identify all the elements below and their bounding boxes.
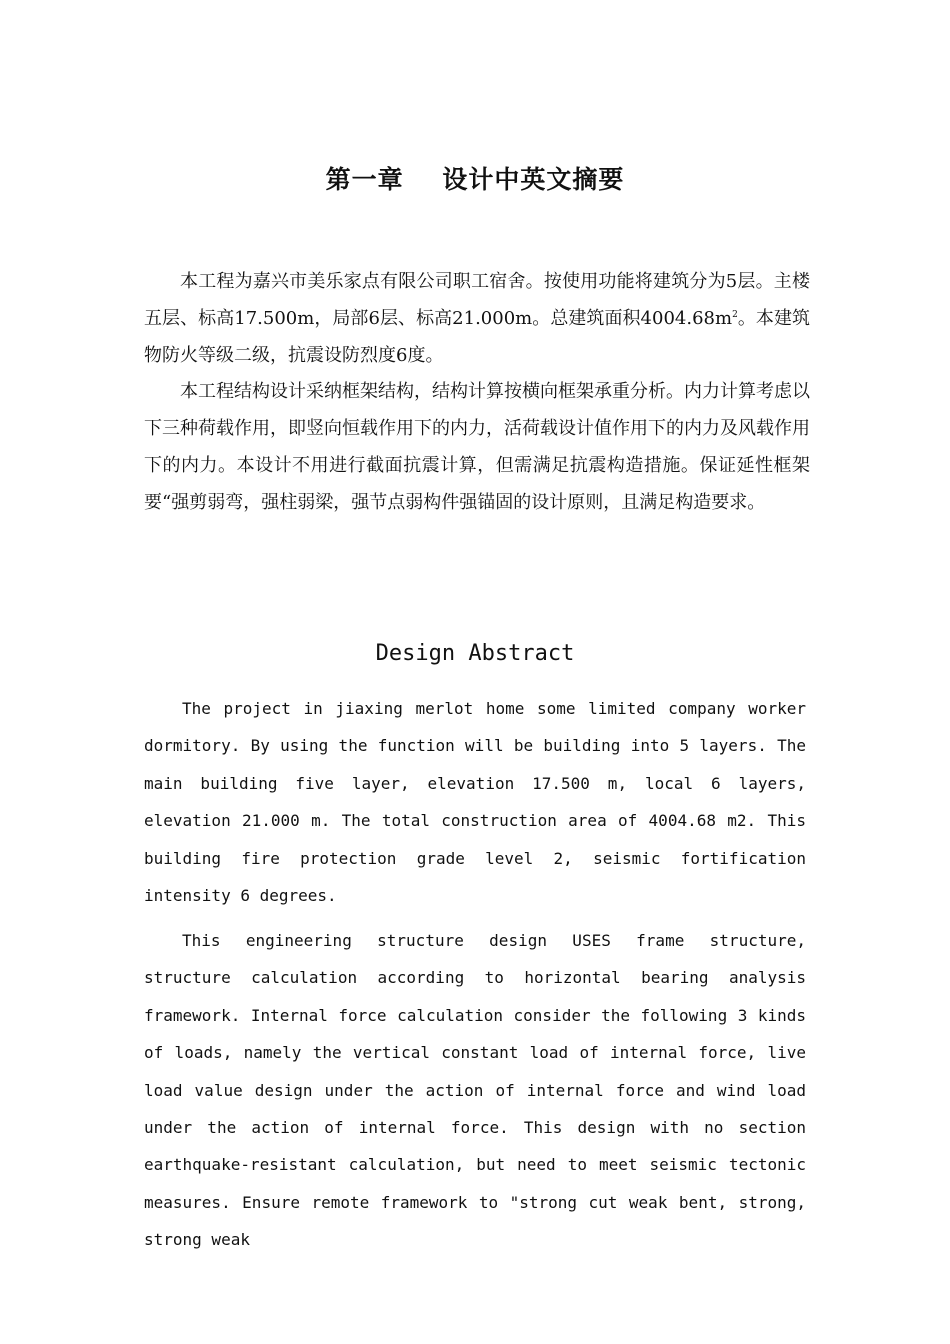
- chapter-title: 第一章 设计中英文摘要: [325, 165, 625, 194]
- cn-paragraph-1-part1: 本工程为嘉兴市美乐家点有限公司职工宿舍。按使用功能将建筑分为5层。主楼五层、标高17.500m，局部6层、标高21.000m。总建筑面积4004.68m: [144, 271, 810, 329]
- cn-paragraph-2-text: 本工程结构设计采纳框架结构，结构计算按横向框架承重分析。内力计算考虑以下三种荷载作用，即竖向恒载作用下的内力，活荷载设计值作用下的内力及风载作用下的内力。本设计不用进行截面抗震计算，但需满足抗震构造措施。保证延性框架要“强剪弱弯，强柱弱梁，强节点弱构件强锚固的设计原则，且满足构造要求。: [144, 381, 810, 513]
- en-abstract-paragraph-2: [144, 922, 806, 1259]
- cn-abstract-paragraph-2: [144, 373, 810, 521]
- en-abstract-title: Design Abstract: [375, 641, 575, 666]
- en-paragraph-1-text: The project in jiaxing merlot home some limited company worker dormitory. By using the function will be building into 5 layers. The main building five layer, elevation 17.500 m, local 6 layers, elevation 21.000 m. The total construction area of 4004.68 m2. This building fire protection grade level 2, seismic fortification intensity 6 degrees.: [144, 699, 806, 906]
- en-abstract-paragraph-1: [144, 690, 806, 914]
- cn-paragraph-1-part2: 。本建筑物防火等级二级，抗震设防烈度6度。: [144, 308, 811, 366]
- superscript-2: 2: [732, 310, 738, 320]
- en-paragraph-2-text: This engineering structure design USES frame structure, structure calculation according to horizontal bearing analysis framework. Internal force calculation consider the following 3 kinds of loads, namely the vertical constant load of internal force, live load value design under the action of internal force and wind load under the action of internal force. This design with no section earthquake-resistant calculation, but need to meet seismic tectonic measures. Ensure remote framework to "strong cut weak bent, strong, strong weak: [144, 931, 806, 1250]
- cn-paragraph-1-text: [144, 263, 810, 374]
- cn-abstract-paragraph-1: [144, 263, 810, 374]
